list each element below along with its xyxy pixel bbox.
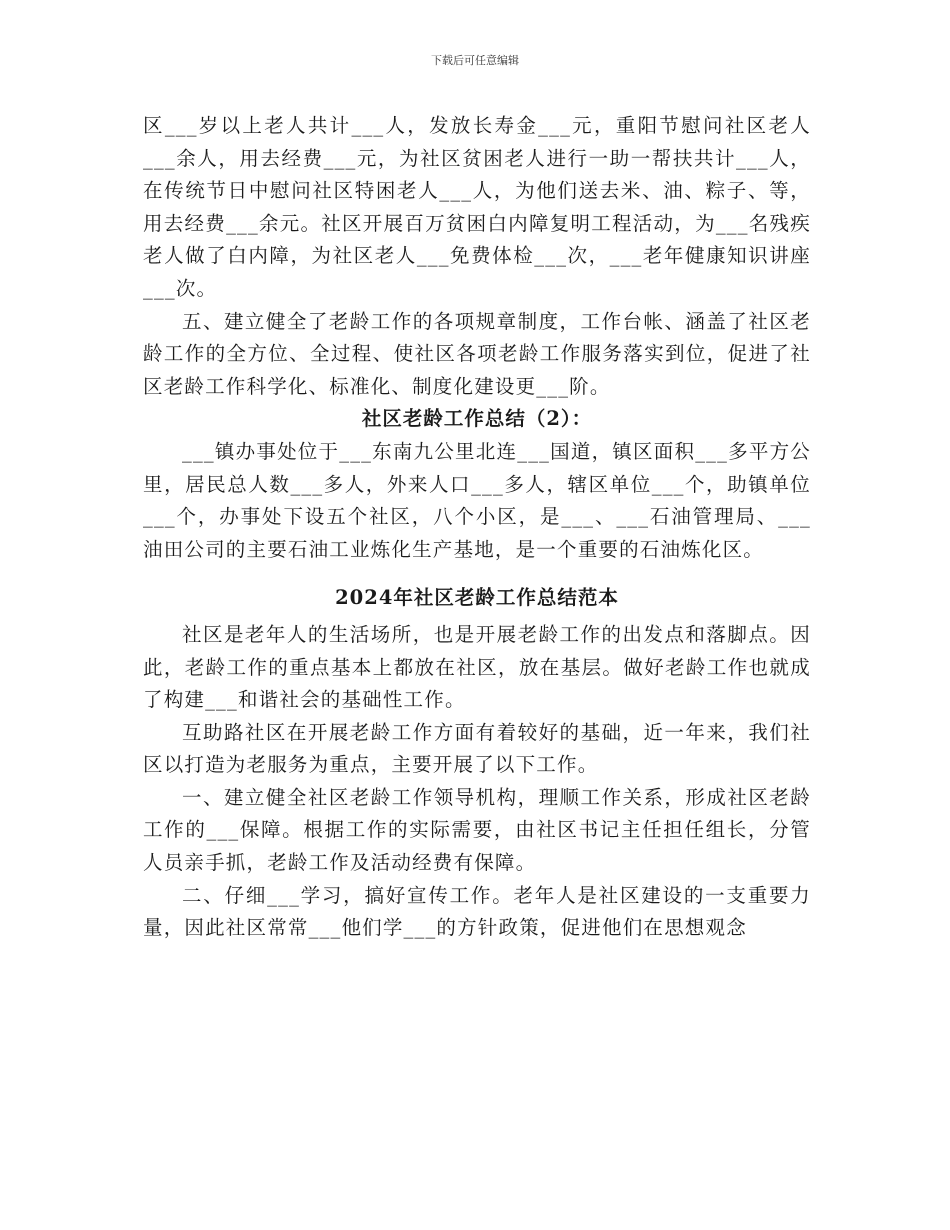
paragraph-intro: 社区是老年人的生活场所，也是开展老龄工作的出发点和落脚点。因此，老龄工作的重点基本上都放在社区，放在基层。做好老龄工作也就成了构建___和谐社会的基础性工作。 [143,622,811,712]
paragraph-community: 互助路社区在开展老龄工作方面有着较好的基础，近一年来，我们社区以打造为老服务为重点，主要开展了以下工作。 [143,720,811,777]
paragraph-item-two: 二、仔细___学习，搞好宣传工作。老年人是社区建设的一支重要力量，因此社区常常___他们学___的方针政策，促进他们在思想观念 [143,883,811,940]
header-note: 下载后可任意编辑 [431,54,519,67]
section-title: 社区老龄工作总结（2）： [361,407,593,431]
paragraph-continued: 区___岁以上老人共计___人，发放长寿金___元，重阳节慰问社区老人___余人，用去经费___元，为社区贫困老人进行一助一帮扶共计___人，在传统节日中慰问社区特困老人___人，为他们送去米、油、粽子、等，用去经费___余元。社区开展百万贫困白内障复明工程活动，为___名残疾老人做了白内障，为社区老人___免费体检___次，___老年健康知识讲座___次。 [143,114,811,300]
document-body [143,110,811,945]
paragraph-item-one: 一、建立健全社区老龄工作领导机构，理顺工作关系，形成社区老龄工作的___保障。根据工作的实际需要，由社区书记主任担任组长，分管人员亲手抓，老龄工作及活动经费有保障。 [143,785,811,875]
document-title: 2024年社区老龄工作总结范本 [335,586,619,610]
paragraph-item-five: 五、建立健全了老龄工作的各项规章制度，工作台帐、涵盖了社区老龄工作的全方位、全过程、使社区各项老龄工作服务落实到位，促进了社区老龄工作科学化、标准化、制度化建设更___阶。 [143,309,811,398]
paragraph-section2: ___镇办事处位于___东南九公里北连___国道，镇区面积___多平方公里，居民总人数___多人，外来人口___多人，辖区单位___个，助镇单位___个，办事处下设五个社区，八个小区，是___、___石油管理局、___油田公司的主要石油工业炼化生产基地，是一个重要的石油炼化区。 [143,439,811,561]
